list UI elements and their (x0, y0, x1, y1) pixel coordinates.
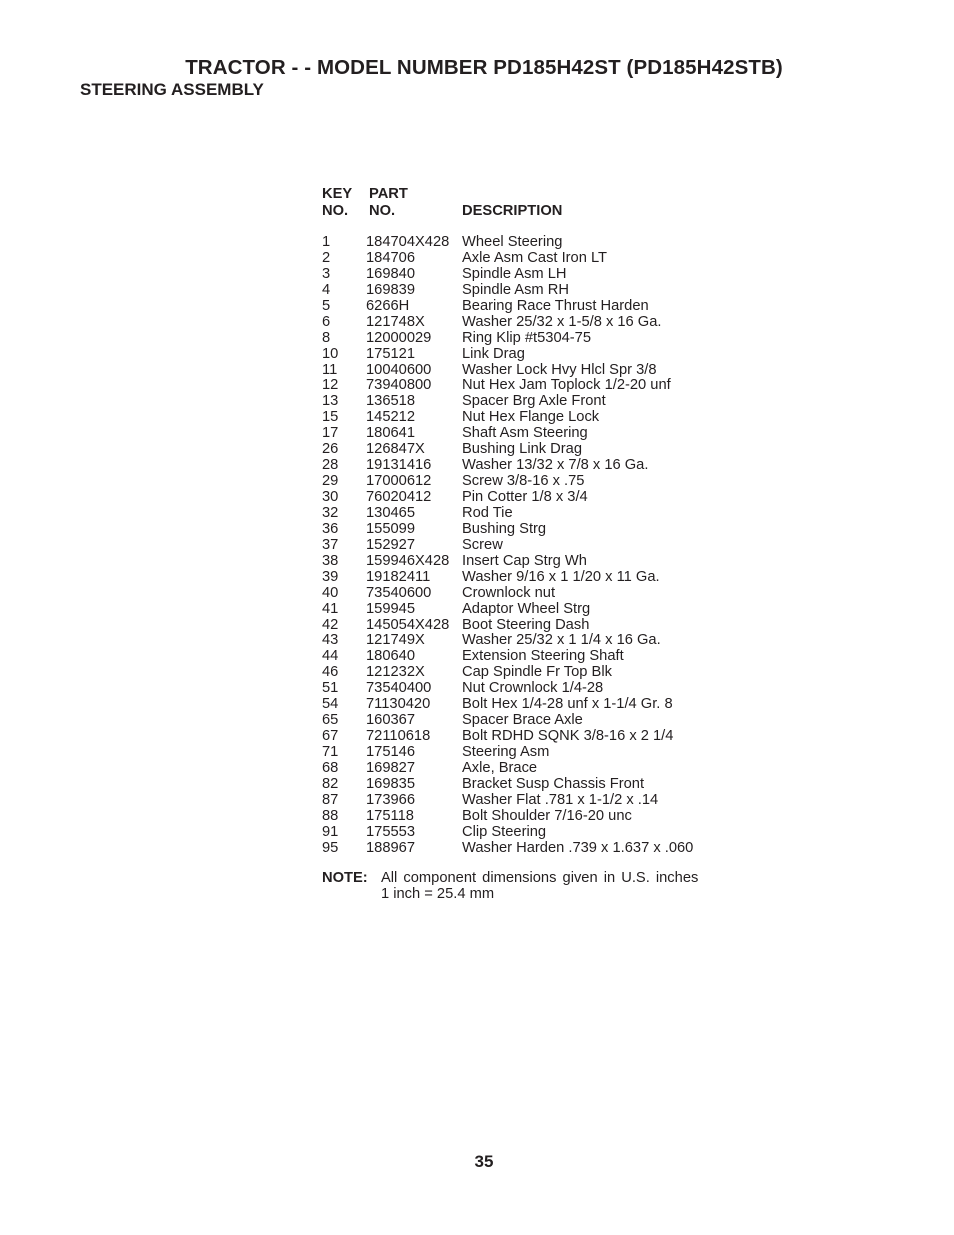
part-no: 19182411 (366, 568, 431, 585)
part-no: 126847X (366, 441, 425, 458)
part-no: 145212 (366, 409, 416, 426)
description: Rod Tie (462, 504, 513, 521)
description: Spindle Asm RH (462, 281, 569, 298)
description: Screw 3/8-16 x .75 (462, 473, 585, 490)
part-no: 173966 (366, 791, 416, 808)
key-no: 4 (322, 281, 331, 298)
key-no: 30 (322, 489, 339, 505)
description: Washer 13/32 x 7/8 x 16 Ga. (462, 457, 649, 474)
key-no: 10 (322, 345, 339, 362)
key-no: 65 (322, 712, 339, 729)
key-no: 36 (322, 520, 339, 537)
part-no: 73540400 (366, 680, 432, 697)
key-no: 95 (322, 839, 339, 856)
description: Axle Asm Cast Iron LT (462, 249, 608, 266)
part-no: 175121 (366, 345, 416, 362)
part-no: 169835 (366, 775, 416, 792)
key-no: 87 (322, 791, 339, 808)
part-no: 72110618 (366, 728, 431, 745)
part-no: 184704X428 (366, 234, 450, 250)
description: Washer 9/16 x 1 1/20 x 11 Ga. (462, 568, 660, 585)
key-no: 38 (322, 552, 339, 569)
note-text-line1: All component dimensions given in U.S. inches (381, 870, 699, 886)
part-no: 121749X (366, 632, 425, 649)
part-no: 175118 (366, 807, 414, 824)
part-no: 145054X428 (366, 616, 450, 633)
description: Washer 25/32 x 1-5/8 x 16 Ga. (462, 313, 662, 330)
header-part-line1: PART (369, 186, 408, 202)
key-no: 68 (322, 759, 339, 776)
description: Pin Cotter 1/8 x 3/4 (462, 489, 588, 505)
description: Nut Crownlock 1/4-28 (462, 680, 604, 697)
header-key-line2: NO. (322, 203, 349, 219)
description: Bracket Susp Chassis Front (462, 775, 645, 792)
part-no: 17000612 (366, 473, 432, 490)
key-no: 46 (322, 664, 339, 681)
description: Washer Harden .739 x 1.637 x .060 (462, 839, 694, 856)
key-no: 8 (322, 329, 331, 346)
key-no: 43 (322, 632, 339, 649)
key-no: 15 (322, 409, 339, 426)
key-no: 1 (322, 234, 331, 250)
key-no: 3 (322, 265, 331, 282)
key-no: 39 (322, 568, 339, 585)
description: Bushing Link Drag (462, 441, 583, 458)
part-no: 169840 (366, 265, 416, 282)
part-no: 76020412 (366, 489, 432, 505)
part-no: 184706 (366, 249, 416, 266)
key-no: 5 (322, 297, 331, 314)
part-no: 130465 (366, 504, 416, 521)
key-no: 6 (322, 313, 331, 330)
part-no: 6266H (366, 297, 410, 314)
part-no: 169839 (366, 281, 416, 298)
part-no: 19131416 (366, 457, 432, 474)
header-part-line2: NO. (369, 203, 396, 219)
key-no: 13 (322, 393, 339, 410)
description: Bushing Strg (462, 520, 547, 537)
description: Screw (462, 536, 503, 553)
description: Shaft Asm Steering (462, 425, 588, 442)
part-no: 71130420 (366, 696, 431, 713)
description: Boot Steering Dash (462, 616, 590, 633)
part-no: 10040600 (366, 361, 432, 378)
header-key-line1: KEY (322, 186, 353, 202)
description: Ring Klip #t5304-75 (462, 329, 592, 346)
key-no: 51 (322, 680, 339, 697)
part-no: 152927 (366, 536, 416, 553)
description: Washer Flat .781 x 1-1/2 x .14 (462, 791, 659, 808)
part-no: 160367 (366, 712, 416, 729)
section-title: STEERING ASSEMBLY (80, 80, 264, 99)
key-no: 12 (322, 377, 339, 394)
description: Bolt RDHD SQNK 3/8-16 x 2 1/4 (462, 728, 674, 745)
part-no: 175146 (366, 744, 416, 760)
part-no: 175553 (366, 823, 416, 840)
key-no: 11 (322, 361, 338, 378)
page-number: 35 (474, 1152, 494, 1171)
key-no: 44 (322, 648, 339, 665)
key-no: 54 (322, 696, 339, 713)
key-no: 91 (322, 823, 339, 840)
header-description: DESCRIPTION (462, 203, 563, 219)
part-no: 121748X (366, 313, 425, 330)
key-no: 88 (322, 807, 339, 824)
description: Axle, Brace (462, 759, 538, 776)
description: Extension Steering Shaft (462, 648, 624, 665)
description: Spindle Asm LH (462, 265, 567, 282)
description: Link Drag (462, 345, 525, 362)
description: Bearing Race Thrust Harden (462, 297, 649, 314)
key-no: 40 (322, 584, 339, 601)
description: Spacer Brg Axle Front (462, 393, 606, 410)
description: Clip Steering (462, 823, 547, 840)
key-no: 37 (322, 536, 339, 553)
description: Nut Hex Jam Toplock 1/2-20 unf (462, 377, 671, 394)
description: Washer Lock Hvy Hlcl Spr 3/8 (462, 361, 657, 378)
part-no: 180641 (366, 425, 416, 442)
part-no: 159945 (366, 600, 416, 617)
part-no: 169827 (366, 759, 416, 776)
key-no: 28 (322, 457, 339, 474)
key-no: 17 (322, 425, 339, 442)
note-text-line2: 1 inch = 25.4 mm (381, 885, 495, 902)
description: Insert Cap Strg Wh (462, 552, 587, 569)
description: Adaptor Wheel Strg (462, 600, 591, 617)
part-no: 180640 (366, 648, 416, 665)
key-no: 2 (322, 249, 331, 266)
key-no: 41 (322, 600, 339, 617)
description: Crownlock nut (462, 584, 556, 601)
description: Nut Hex Flange Lock (462, 409, 600, 426)
description: Bolt Hex 1/4-28 unf x 1-1/4 Gr. 8 (462, 696, 673, 713)
key-no: 42 (322, 616, 339, 633)
part-no: 159946X428 (366, 552, 450, 569)
part-no: 188967 (366, 839, 416, 856)
key-no: 71 (322, 744, 339, 760)
key-no: 32 (322, 504, 339, 521)
description: Wheel Steering (462, 234, 563, 250)
part-no: 136518 (366, 393, 416, 410)
part-no: 12000029 (366, 329, 432, 346)
part-no: 73940800 (366, 377, 432, 394)
part-no: 121232X (366, 664, 425, 681)
key-no: 29 (322, 473, 339, 490)
key-no: 67 (322, 728, 339, 745)
page-title: TRACTOR - - MODEL NUMBER PD185H42ST (PD185H42STB) (185, 56, 783, 79)
description: Cap Spindle Fr Top Blk (462, 664, 612, 681)
description: Bolt Shoulder 7/16-20 unc (462, 807, 632, 824)
part-no: 155099 (366, 520, 416, 537)
description: Steering Asm (462, 744, 550, 760)
key-no: 82 (322, 775, 339, 792)
part-no: 73540600 (366, 584, 432, 601)
key-no: 26 (322, 441, 339, 458)
description: Washer 25/32 x 1 1/4 x 16 Ga. (462, 632, 661, 649)
note-label: NOTE: (322, 870, 368, 886)
description: Spacer Brace Axle (462, 712, 583, 729)
